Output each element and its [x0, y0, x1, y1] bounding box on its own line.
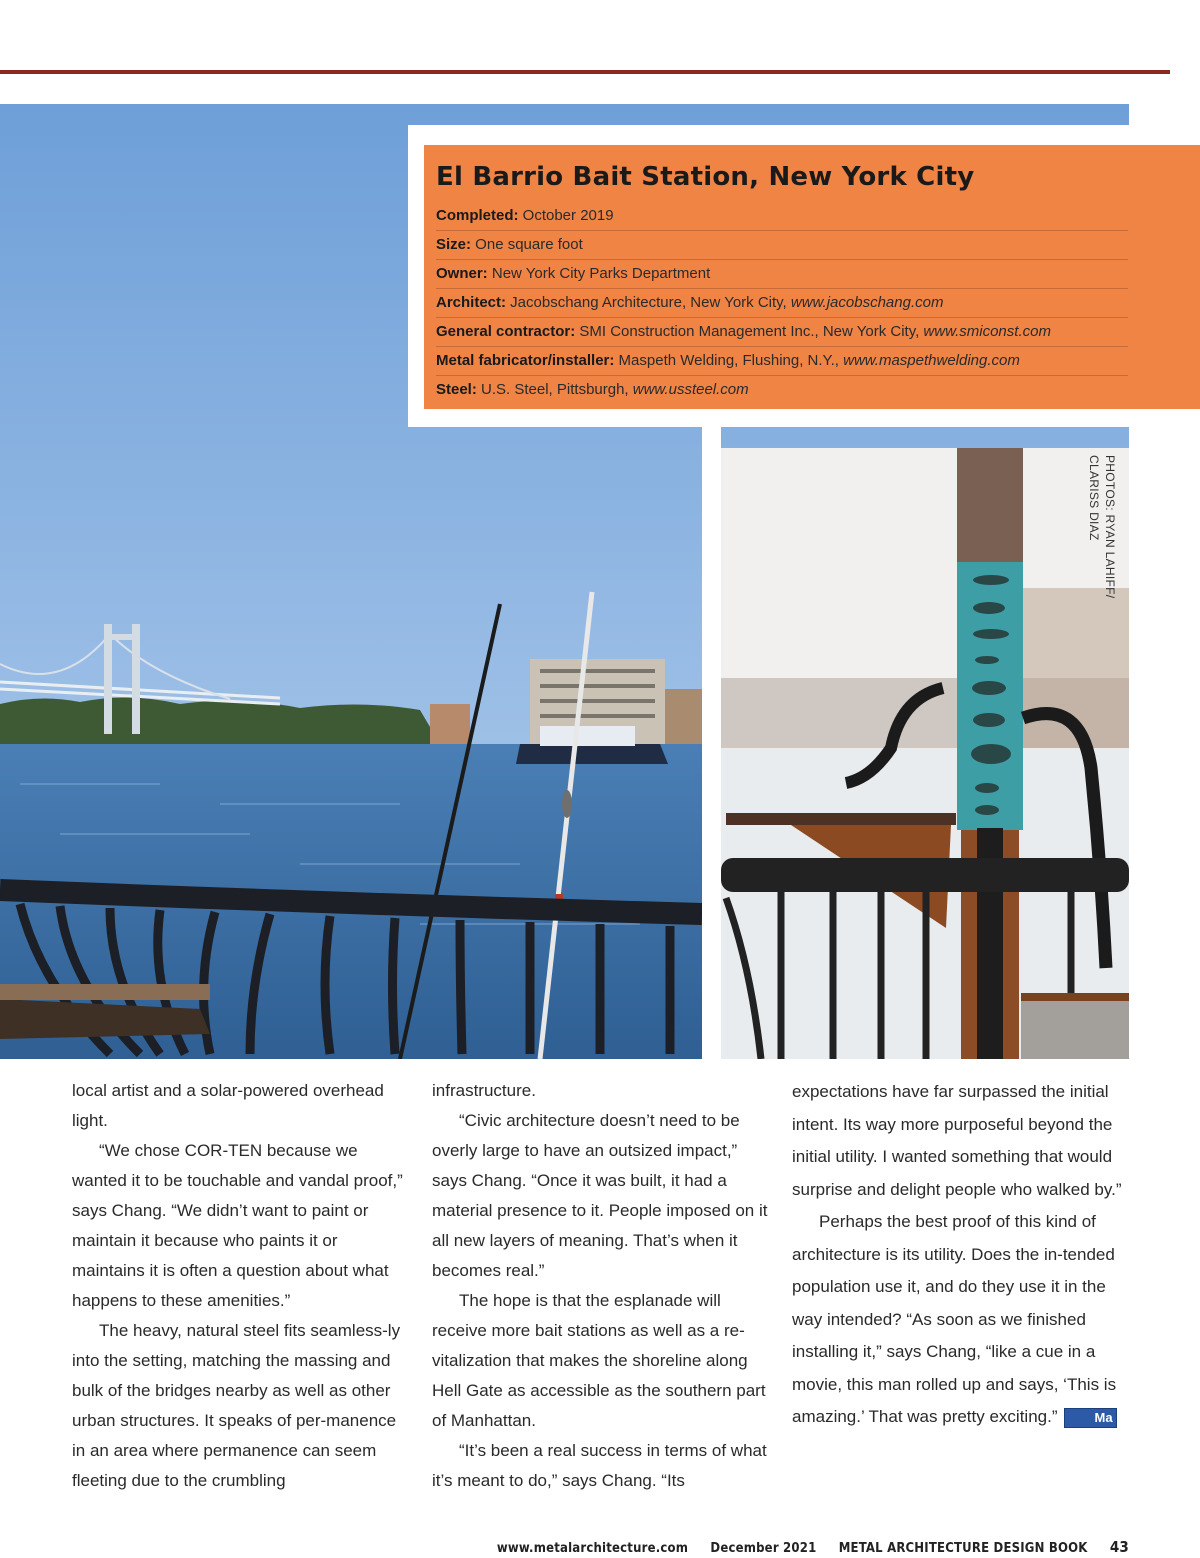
info-value: Jacobschang Architecture, New York City,: [506, 294, 791, 311]
info-value: Maspeth Welding, Flushing, N.Y.,: [614, 352, 844, 369]
info-label: Completed:: [436, 207, 519, 224]
info-row: [436, 318, 1128, 347]
info-link[interactable]: www.ussteel.com: [632, 381, 749, 398]
project-info-box: [424, 145, 1200, 409]
info-value: One square foot: [471, 236, 583, 253]
paragraph: infrastructure.: [432, 1081, 536, 1100]
page-number: 43: [1109, 1538, 1129, 1556]
paragraph: “Civic architecture doesn’t need to be overly large to have an outsized impact,” says Chang. “Once it was built, it had a material presence to it. People imposed on it all new layers of meaning. That’s when it becomes real.”: [432, 1111, 768, 1280]
info-link[interactable]: www.smiconst.com: [923, 323, 1051, 340]
paragraph: “We chose COR-TEN because we wanted it to be touchable and vandal proof,” says Chang. “We didn’t want to paint or maintain it because who paints it or maintains it is often a question about what happens to these amenities.”: [72, 1141, 403, 1310]
footer-url[interactable]: www.metalarchitecture.com: [496, 1541, 689, 1556]
info-label: Owner:: [436, 265, 488, 282]
paragraph: “It’s been a real success in terms of what it’s meant to do,” says Chang. “Its: [432, 1441, 767, 1490]
info-row: [436, 347, 1128, 376]
info-value: October 2019: [518, 207, 614, 224]
info-link[interactable]: www.jacobschang.com: [790, 294, 944, 311]
project-info-rows: [436, 202, 1200, 404]
paragraph: expectations have far surpassed the initial intent. Its way more purposeful beyond the initial utility. I wanted something that would surprise and delight people who walked by.”: [792, 1082, 1122, 1199]
info-value: SMI Construction Management Inc., New York City,: [575, 323, 924, 340]
end-mark-logo: Ma: [1064, 1408, 1117, 1428]
info-value: U.S. Steel, Pittsburgh,: [476, 381, 633, 398]
info-value: New York City Parks Department: [487, 265, 711, 282]
page-footer: [479, 1538, 1129, 1556]
info-row: [436, 376, 1128, 404]
photo-credit: PHOTOS: RYAN LAHIFF/ CLARISS DIAZ: [1087, 455, 1117, 599]
footer-publication: METAL ARCHITECTURE DESIGN BOOK: [838, 1541, 1088, 1556]
info-row: [436, 289, 1128, 318]
info-label: Size:: [436, 236, 472, 253]
info-label: Metal fabricator/installer:: [436, 352, 615, 369]
info-label: General contractor:: [436, 323, 576, 340]
info-label: Steel:: [436, 381, 477, 398]
body-column-2: [432, 1076, 772, 1496]
paragraph-text: Perhaps the best proof of this kind of architecture is its utility. Does the in-tended population use it, and do they use it in the way intended? “As soon as we finished installing it,” says Chang, “like a cue in a movie, this man rolled up and says, ‘This is amazing.’ That was pretty exciting.”: [792, 1212, 1117, 1426]
body-column-3: [792, 1076, 1132, 1434]
info-row: [436, 260, 1128, 289]
footer-date: December 2021: [710, 1541, 817, 1556]
info-label: Architect:: [436, 294, 507, 311]
paragraph: The hope is that the esplanade will receive more bait stations as well as a re-vitalization that makes the shoreline along Hell Gate as accessible as the southern part of Manhattan.: [432, 1291, 766, 1430]
info-link[interactable]: www.maspethwelding.com: [843, 352, 1020, 369]
info-row: [436, 202, 1128, 231]
paragraph: local artist and a solar-powered overhead light.: [72, 1081, 384, 1130]
project-title: El Barrio Bait Station, New York City: [436, 162, 975, 192]
photo-gutter: [702, 427, 721, 1059]
body-column-1: [72, 1076, 410, 1496]
paragraph: The heavy, natural steel fits seamless-ly into the setting, matching the massing and bulk of the bridges nearby as well as other urban structures. It speaks of per-manence in an area where permanence can seem fleeting due to the crumbling: [72, 1321, 401, 1490]
info-row: [436, 231, 1128, 260]
paragraph: [792, 1206, 1132, 1434]
bait-station-photo: [721, 448, 1129, 1059]
header-rule: [0, 70, 1170, 74]
